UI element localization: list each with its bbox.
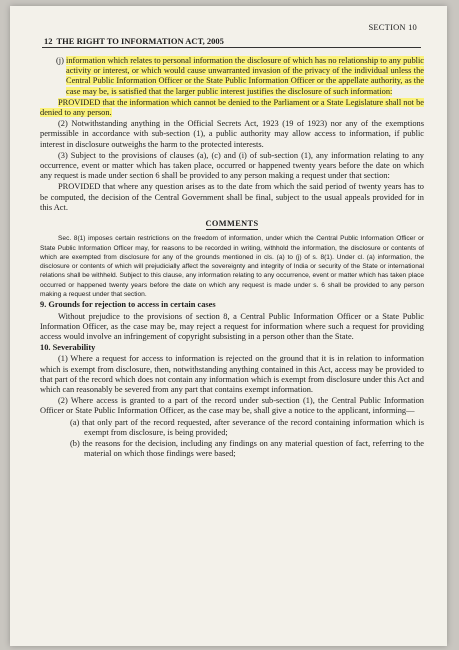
section-9-heading: 9. Grounds for rejection to access in certain cases (40, 300, 216, 310)
clause-j (40, 56, 424, 97)
subsection-3: (3) Subject to the provisions of clauses (a), (c) and (i) of sub-section (1), any information relating to any occurrence, event or matter which has taken place, occurred or happened twenty years before the date on which any request is made under section 6 shall be provided to any person making a request under that section: (40, 150, 424, 181)
header-rule (42, 47, 421, 48)
document-page (10, 6, 447, 646)
proviso-parliament-text: PROVIDED that the information which cannot be denied to the Parliament or a State Legislature shall not be denied to any person. (40, 97, 424, 118)
subsection-2: (2) Notwithstanding anything in the Official Secrets Act, 1923 (19 of 1923) nor any of the exemptions permissible in accordance with sub-section (1), a public authority may allow access to information, if public interest in disclosure outweighs the harm to the protected interests. (40, 119, 424, 149)
running-section-header: SECTION 10 (368, 22, 417, 32)
comments-text: Sec. 8(1) imposes certain restrictions on the freedom of information, under which the Central Public Information Officer or State Public Information Officer may, for reasons to be recorded in writing, withhold the information, the disclosure or contents of which are exempted from disclosure for any of the grounds mentioned in cls. (a) to (j) of s. 8(1). Under cl. (a) information, the disclosure or contents of which will prejudicially affect the sovereignty and integrity of India or security of the State or international relations shall be withheld. Subject to this clause, any information relating to any occurrence, event or matter which has taken place occurred or happened twenty years before the date on which any request is made under s. 6 shall be provided to any person making a request under that section. (40, 235, 424, 299)
clause-j-label: (j) (56, 56, 64, 65)
clause-j-text: information which relates to personal information the disclosure of which has no relationship to any public activity or interest, or which would cause unwarranted invasion of the privacy of the individual unless the Central Public Information Officer or the State Public Information Officer or the appellate authority, as the case may be, is satisfied that the larger public interest justifies the disclosure of such information: (66, 56, 425, 96)
proviso-parliament (40, 98, 424, 118)
book-title: THE RIGHT TO INFORMATION ACT, 2005 (56, 36, 224, 46)
section-10-item-b: (b) the reasons for the decision, including any findings on any material question of fact, referring to the material on which those findings were based; (70, 438, 424, 459)
page-number: 12 (44, 36, 53, 46)
section-10-item-a: (a) that only part of the record requested, after severance of the record containing information which is exempt from disclosure, is being provided; (70, 417, 425, 437)
section-10-sub-2: (2) Where access is granted to a part of the record under sub-section (1), the Central Public Information Officer or State Public Information Officer, as the case may be, shall give a notice to the applicant, informing— (40, 396, 424, 416)
running-title-header (44, 36, 228, 46)
section-10-sub-1: (1) Where a request for access to information is rejected on the ground that it is in relation to information which is exempt from disclosure, then, notwithstanding anything contained in this Act, access may be provided to that part of the record which does not contain any information which is exempt from disclosure under this Act and which can reasonably be severed from any part that contains exempt information. (40, 354, 424, 394)
proviso-twenty-years: PROVIDED that where any question arises as to the date from which the said period of twenty years has to be computed, the decision of the Central Government shall be final, subject to the usual appeals provided for in this Act. (40, 182, 424, 212)
section-10-heading: 10. Severability (40, 343, 96, 353)
document-body (40, 56, 424, 460)
comments-heading: COMMENTS (205, 219, 259, 229)
section-9-text: Without prejudice to the provisions of section 8, a Central Public Information Officer or a State Public Information Officer, as the case may be, may reject a request for information where such a request for providing access would involve an infringement of copyright subsisting in a person other than the State. (40, 311, 424, 341)
